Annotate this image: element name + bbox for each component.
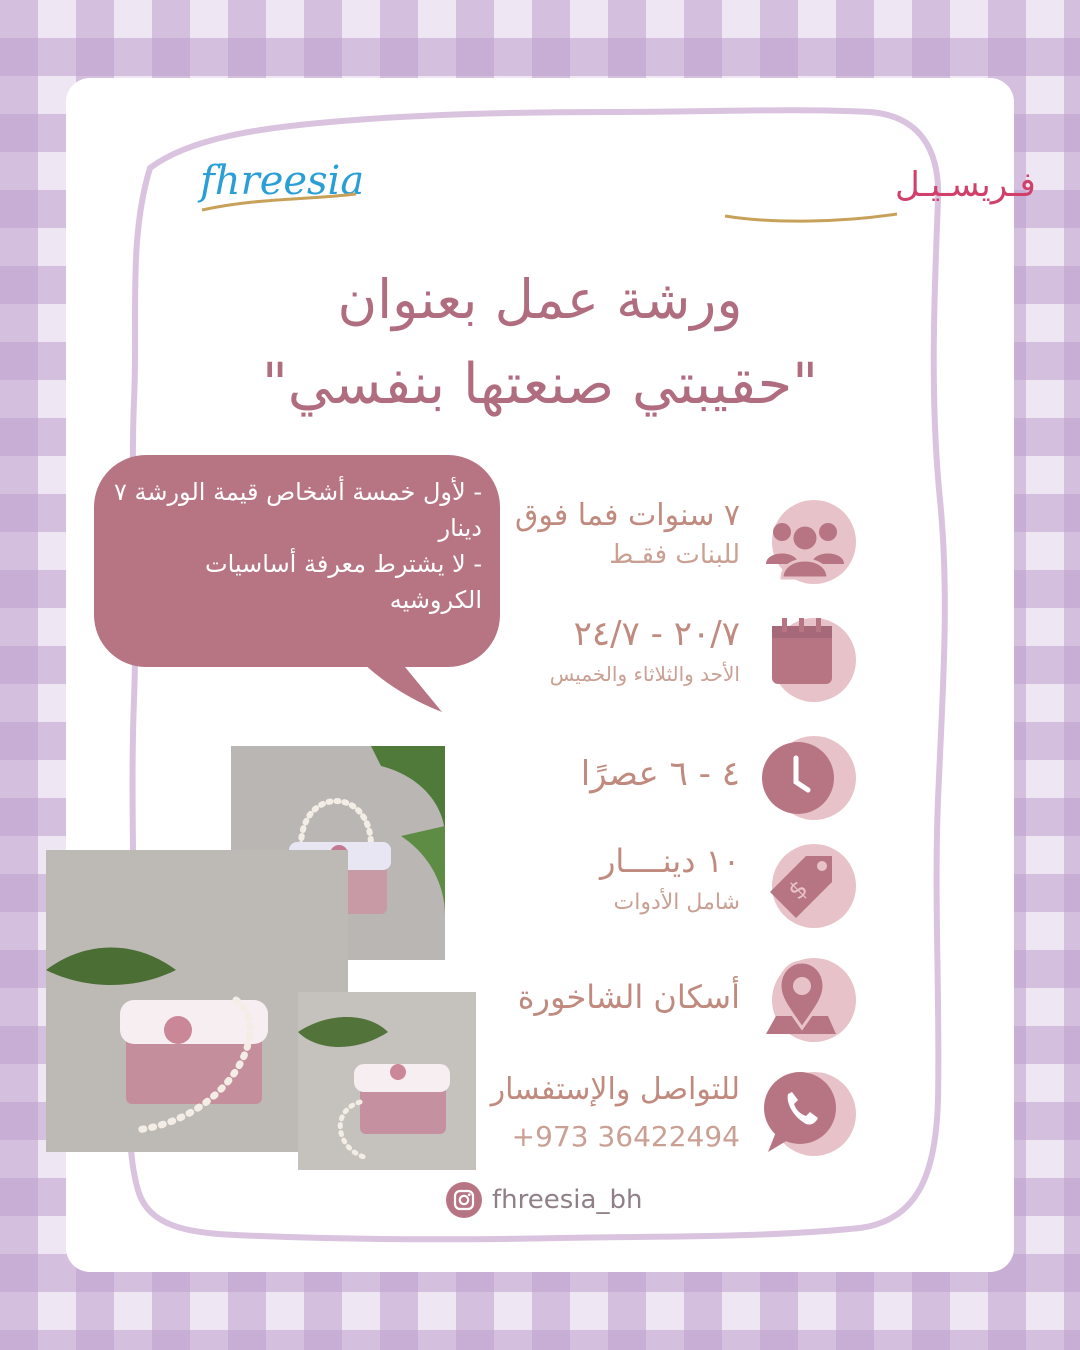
title-line-1: ورشة عمل بعنوان bbox=[337, 268, 743, 331]
offer-line-1: - لأول خمسة أشخاص قيمة الورشة ٧ دينار bbox=[113, 478, 482, 542]
location-text: أسكان الشاخورة bbox=[517, 978, 740, 1016]
date-range-text: ٢٠/٧ - ٢٤/٧ bbox=[573, 614, 740, 654]
age-text: ٧ سنوات فما فوق bbox=[515, 498, 740, 533]
offer-line-2: - لا يشترط معرفة أساسيات الكروشيه bbox=[205, 550, 482, 614]
people-icon bbox=[752, 492, 856, 596]
location-pin-icon bbox=[752, 950, 856, 1054]
phone-icon bbox=[752, 1064, 856, 1168]
instagram-handle: fhreesia_bh bbox=[492, 1185, 643, 1215]
svg-text:$: $ bbox=[782, 874, 814, 906]
time-text: ٤ - ٦ عصرًا bbox=[580, 754, 740, 794]
title-line-2: "حقيبتي صنعتها بنفسي" bbox=[261, 352, 819, 417]
fhreesia-arabic-logo bbox=[715, 152, 1036, 232]
logo-latin-text: fhreesia bbox=[200, 158, 365, 204]
calendar-icon bbox=[752, 610, 856, 714]
days-text: الأحد والثلاثاء والخميس bbox=[549, 662, 740, 686]
photo-bag-side bbox=[298, 992, 476, 1170]
contact-label: للتواصل والإستفسار bbox=[490, 1072, 740, 1107]
price-text: ١٠ دينــــار bbox=[599, 842, 740, 880]
instagram-icon bbox=[446, 1182, 482, 1218]
price-tag-icon bbox=[752, 836, 856, 940]
logo-arabic-text: فـريسـيـل bbox=[895, 165, 1036, 205]
instagram-handle-row[interactable] bbox=[446, 1180, 642, 1220]
girls-only-text: للبنات فقـط bbox=[609, 540, 740, 570]
tools-included-text: شامل الأدوات bbox=[613, 890, 740, 915]
clock-icon bbox=[752, 728, 856, 832]
phone-number: +973 36422494 bbox=[511, 1120, 740, 1153]
fhreesia-latin-logo bbox=[196, 148, 366, 228]
